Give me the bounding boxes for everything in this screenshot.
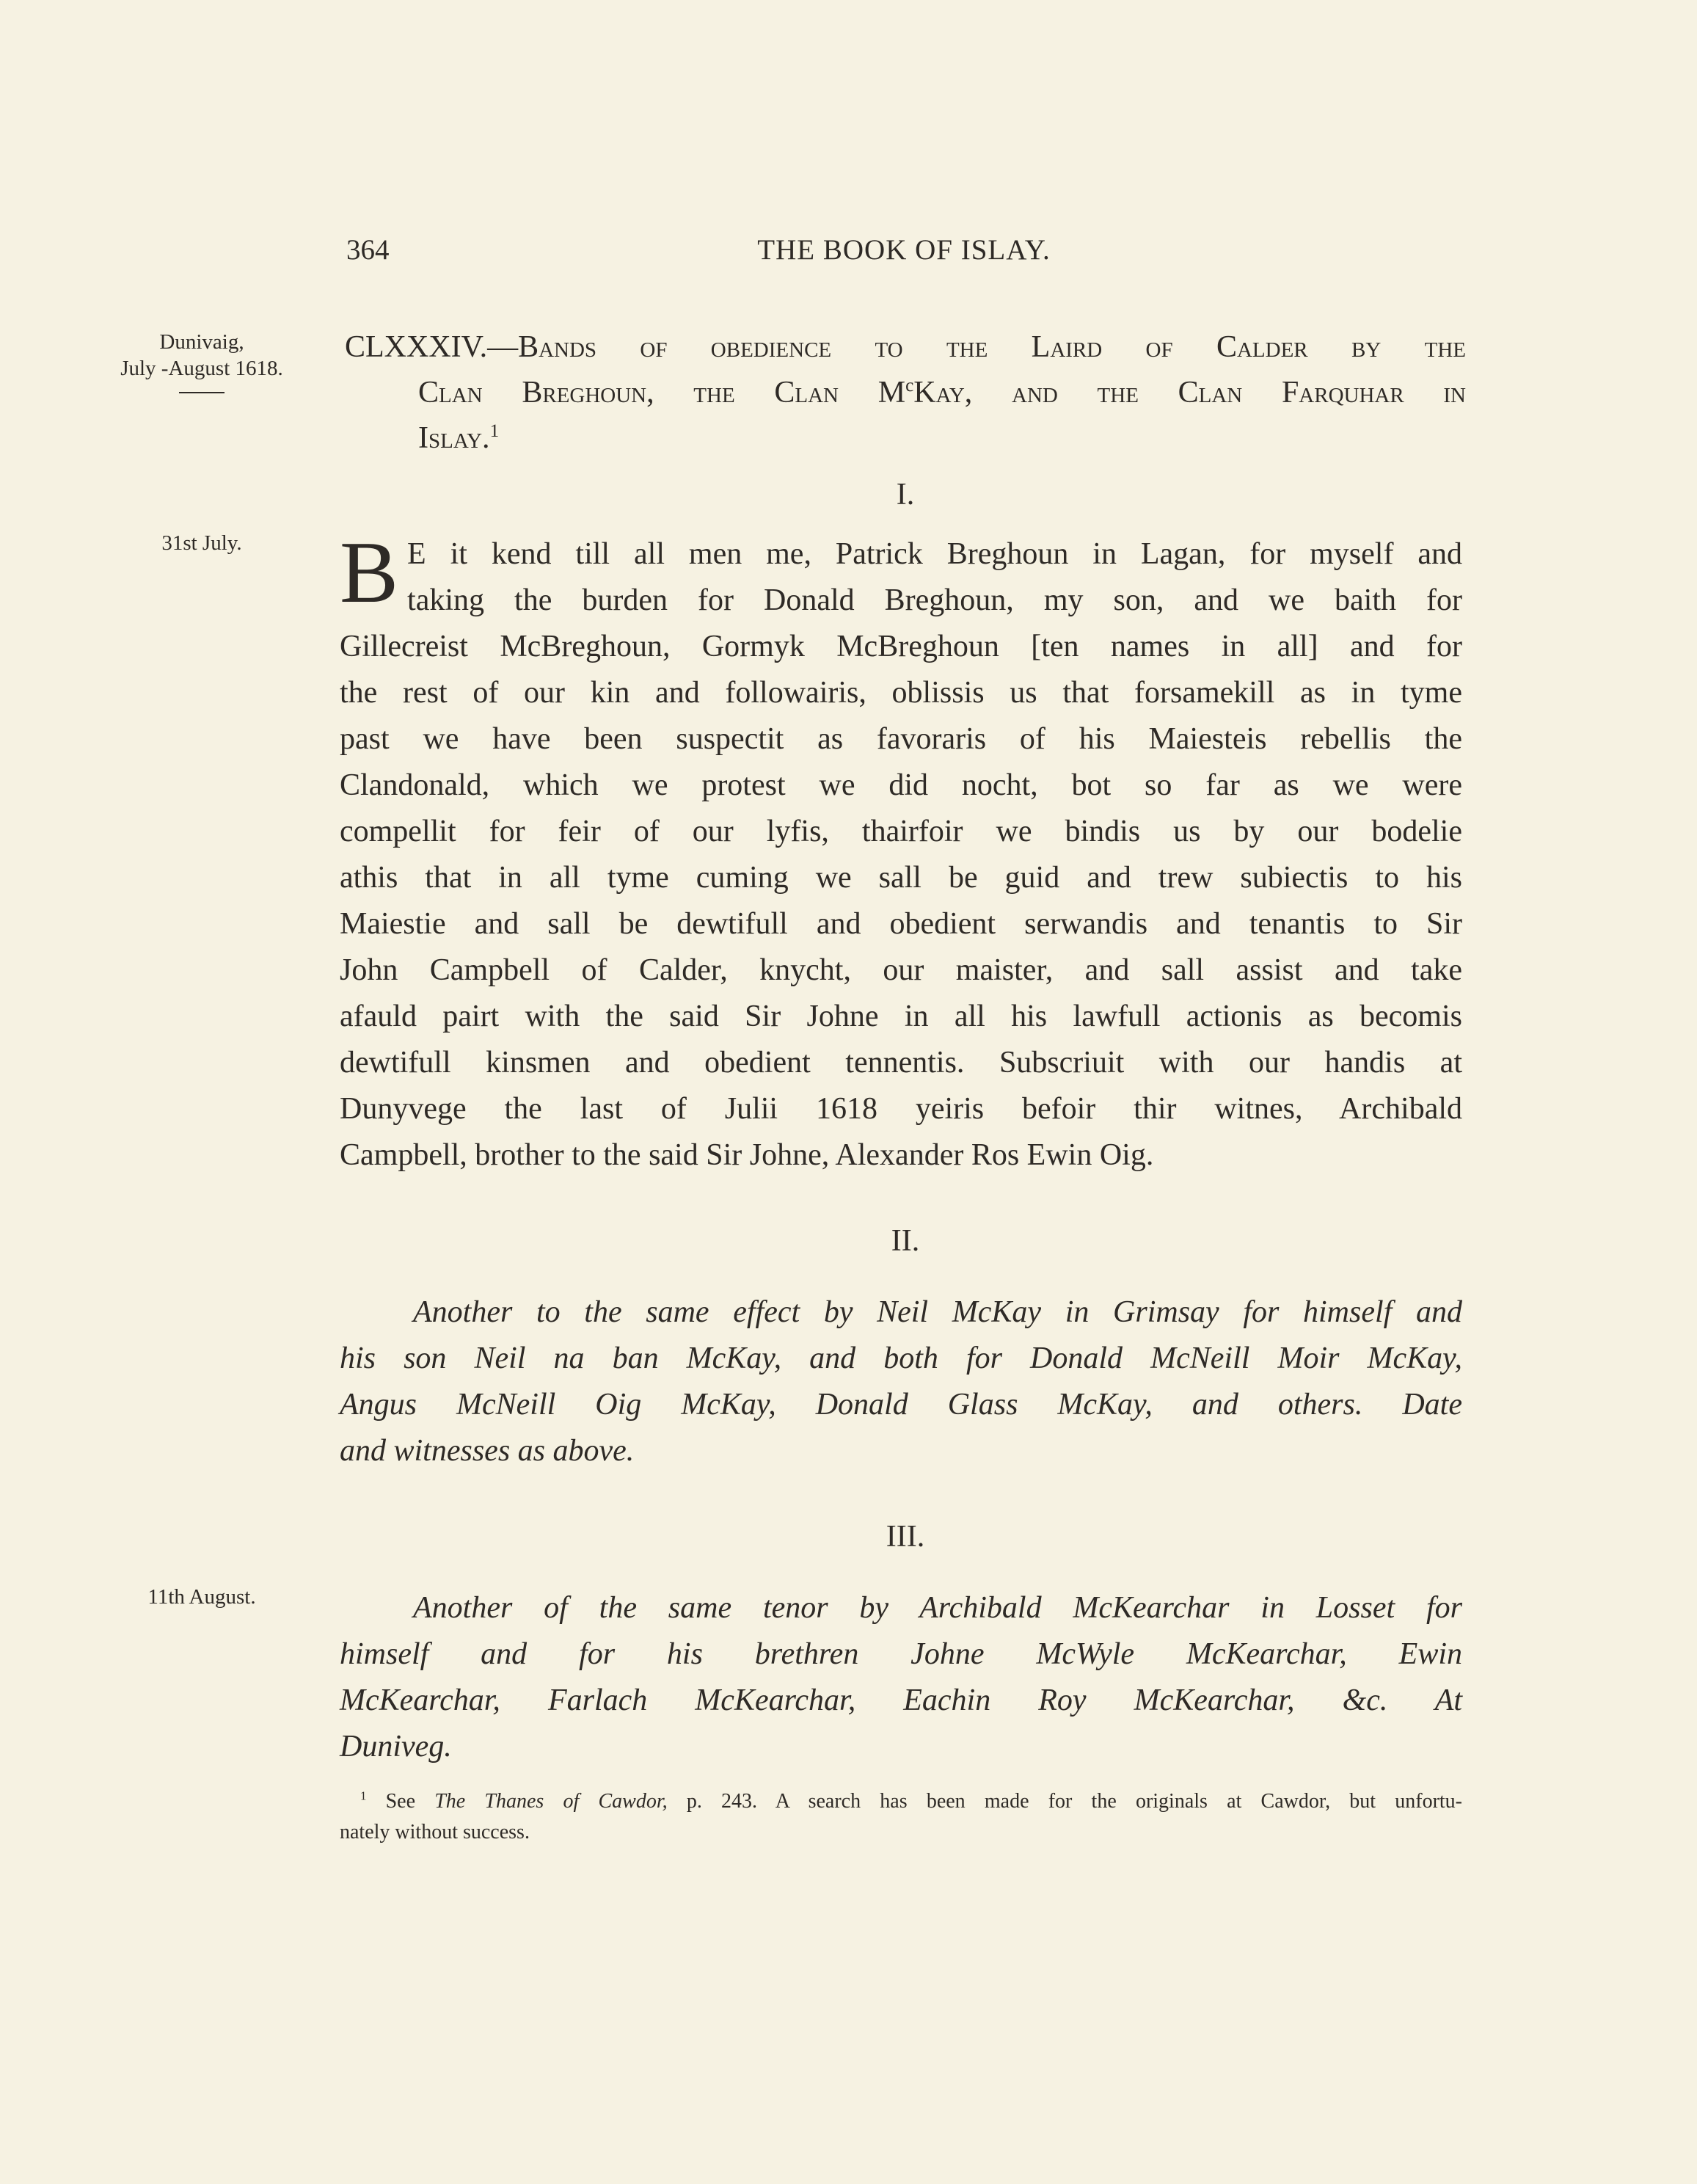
running-header <box>346 233 1461 274</box>
heading-line-1 <box>345 324 1466 370</box>
margin-date-range: July -August 1618. <box>120 357 283 380</box>
running-title: THE BOOK OF ISLAY. <box>757 234 1051 266</box>
text-line: his son Neil na ban McKay, and both for Donald McNeill Moir McKay, <box>340 1342 1462 1375</box>
text-line: dewtifull kinsmen and obedient tennentis. Subscriuit with our handis at <box>340 1046 1462 1080</box>
margin-date-first: 31st July. <box>161 531 242 555</box>
section-numeral-1: I. <box>896 478 915 512</box>
footnote <box>340 1786 1462 1848</box>
text-line: Gillecreist McBreghoun, Gormyk McBreghoun [ten names in all] and for <box>340 630 1462 663</box>
margin-note-place-date <box>81 329 323 393</box>
footnote-line-1: $^1$ See The Thanes of Cawdor, p. 243. A search has been made for the originals at Cawdor, but unfortu- <box>360 1788 1463 1813</box>
text-line: E it kend till all men me, Patrick Breghoun in Lagan, for myself and <box>407 537 1462 571</box>
text-line: Another to the same effect by Neil McKay in Grimsay for himself and <box>413 1295 1462 1329</box>
text-line: Campbell, brother to the said Sir Johne, Alexander Ros Ewin Oig. <box>340 1138 1154 1172</box>
footnote-work-title: The Thanes of Cawdor, <box>434 1790 668 1813</box>
text-line: McKearchar, Farlach McKearchar, Eachin Roy McKearchar, &c. At <box>340 1684 1462 1717</box>
heading-title-part1: Bands of obedience to the Laird of Calder by the <box>518 330 1466 364</box>
margin-place: Dunivaig, <box>159 330 244 354</box>
text-line: athis that in all tyme cuming we sall be guid and trew subiectis to his <box>340 861 1462 895</box>
text-line: past we have been suspectit as favoraris of his Maiesteis rebellis the <box>340 722 1462 756</box>
bond-paragraph-1 <box>340 523 1462 1179</box>
footnote-line-2: nately without success. <box>340 1821 530 1843</box>
margin-rule <box>179 392 225 393</box>
text-line: Dunyvege the last of Julii 1618 yeiris befoir thir witnes, Archibald <box>340 1092 1462 1126</box>
section-numeral-3: III. <box>886 1520 925 1554</box>
text-line: the rest of our kin and followairis, oblissis us that forsamekill as in tyme <box>340 676 1462 710</box>
heading-number: CLXXXIV. <box>345 330 488 364</box>
document-heading <box>345 324 1466 461</box>
text-line: Angus McNeill Oig McKay, Donald Glass McKay, and others. Date <box>340 1388 1462 1422</box>
bond-paragraph-2 <box>340 1289 1462 1474</box>
section-numeral-2: II. <box>891 1224 920 1258</box>
text-line: Duniveg. <box>340 1730 452 1763</box>
text-line: himself and for his brethren Johne McWyle McKearchar, Ewin <box>340 1637 1462 1671</box>
text-line: and witnesses as above. <box>340 1434 635 1468</box>
heading-dash: — <box>487 330 519 364</box>
drop-cap: B <box>340 523 399 621</box>
footnote-reference: 1 <box>489 421 500 441</box>
text-line: Clandonald, which we protest we did nocht, bot so far as we were <box>340 768 1462 802</box>
footnote-marker: 1 <box>360 1788 367 1803</box>
heading-line-2: Clan Breghoun, the Clan $M^cKay$, and the Clan Farquhar in <box>418 376 1467 410</box>
heading-line-3: Islay.$^1$ <box>418 421 500 455</box>
text-line: John Campbell of Calder, knycht, our maister, and sall assist and take <box>340 953 1462 987</box>
page-number: 364 <box>346 234 390 266</box>
bond-paragraph-3 <box>340 1585 1462 1770</box>
text-line: afauld pairt with the said Sir Johne in all his lawfull actionis as becomis <box>340 1000 1462 1033</box>
text-line: compellit for feir of our lyfis, thairfoir we bindis us by our bodelie <box>340 815 1462 848</box>
text-line: taking the burden for Donald Breghoun, my son, and we baith for <box>407 583 1462 617</box>
margin-date-third: 11th August. <box>147 1585 256 1609</box>
text-line: Maiestie and sall be dewtifull and obedient serwandis and tenantis to Sir <box>340 907 1462 941</box>
text-line: Another of the same tenor by Archibald McKearchar in Losset for <box>413 1591 1462 1625</box>
